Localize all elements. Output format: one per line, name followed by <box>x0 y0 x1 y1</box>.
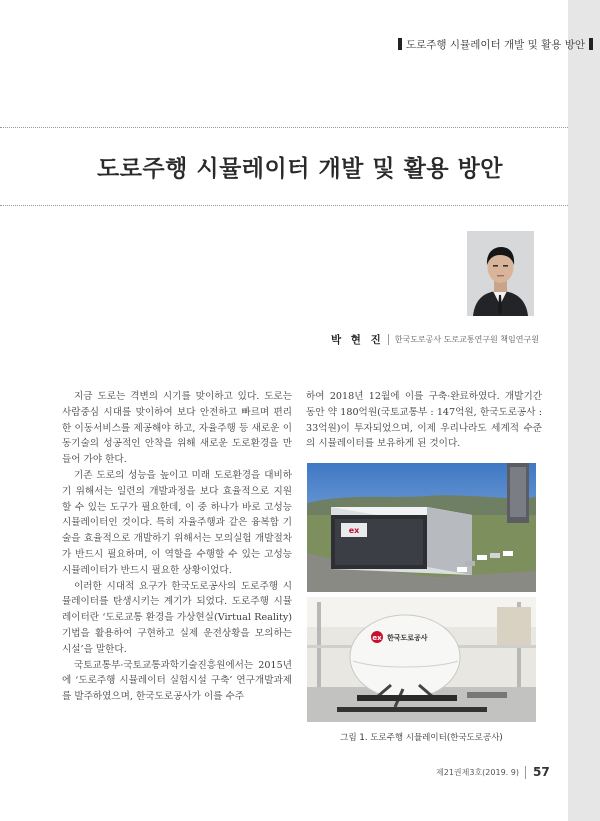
title-rule-bottom <box>0 205 568 206</box>
left-column <box>62 389 292 705</box>
running-head-bar-right <box>589 38 593 50</box>
paragraph: 기존 도로의 성능을 높이고 미래 도로환경을 대비하기 위해서는 일련의 개발과정을 보다 효율적으로 지원할 수 있는 도구가 필요한데, 이 중 하나가 바로 고성능 시뮬레이터인 것이다. 특히 자율주행과 같은 융복합 기술을 효율적으로 개발하기 위해서는 모의실험 개발절차가 반드시 필요하며, 이 역할을 수행할 수 있는 고성능 시뮬레이터가 반드시 필요한 상황이었다. <box>62 469 292 576</box>
dome-logo-text: 한국도로공사 <box>387 634 428 642</box>
author-affiliation: 한국도로공사 도로교통연구원 책임연구원 <box>394 334 539 344</box>
issue-info: 제21권제3호(2019. 9) <box>436 767 519 777</box>
paragraph: 국토교통부·국토교통과학기술진흥원에서는 2015년에 ‘도로주행 시뮬레이터 실험시설 구축’ 연구개발과제를 발주하였으며, 한국도로공사가 이를 수주 <box>62 659 292 703</box>
side-margin-band <box>568 0 600 821</box>
building-sign-text: ex <box>348 526 360 535</box>
article-title: 도로주행 시뮬레이터 개발 및 활용 방안 <box>96 156 504 182</box>
author-name: 박 현 진 <box>331 333 384 346</box>
page-number: 57 <box>532 765 550 779</box>
simulator-building-photo <box>307 463 536 592</box>
footer-separator <box>525 766 526 779</box>
right-column <box>306 389 542 452</box>
author-photo <box>467 231 534 316</box>
page-footer <box>436 764 550 780</box>
author-separator <box>388 334 389 345</box>
dome-logo-mark: ex <box>372 634 382 642</box>
paragraph: 이러한 시대적 요구가 한국도로공사의 도로주행 시뮬레이터를 탄생시키는 계기가 되었다. 도로주행 시뮬레이터란 ‘도로교통 환경을 가상현실(Virtual Reality) 기법을 활용하여 구현하고 실제 운전상황을 모의하는 시설’을 말한다. <box>62 580 292 655</box>
simulator-dome-photo <box>307 597 536 722</box>
running-head <box>398 37 593 51</box>
paragraph: 지금 도로는 격변의 시기를 맞이하고 있다. 도로는 사람중심 시대를 맞이하여 보다 안전하고 빠르며 편리한 이동서비스를 제공해야 하고, 자율주행 등 새로운 이동기술의 성공적인 안착을 위해 새로운 도로환경을 만들어 가야 한다. <box>62 391 292 466</box>
paragraph: 하여 2018년 12월에 이를 구축·완료하였다. 개발기간 동안 약 180억원(국토교통부 : 147억원, 한국도로공사 : 33억원)이 투자되었으며, 이제 우리나라도 세계적 수준의 시뮬레이터를 보유하게 된 것이다. <box>306 391 542 450</box>
running-head-text: 도로주행 시뮬레이터 개발 및 활용 방안 <box>406 38 585 51</box>
figure-caption: 그림 1. 도로주행 시뮬레이터(한국도로공사) <box>340 733 503 743</box>
author-line <box>331 332 539 346</box>
title-rule-top <box>0 127 568 128</box>
